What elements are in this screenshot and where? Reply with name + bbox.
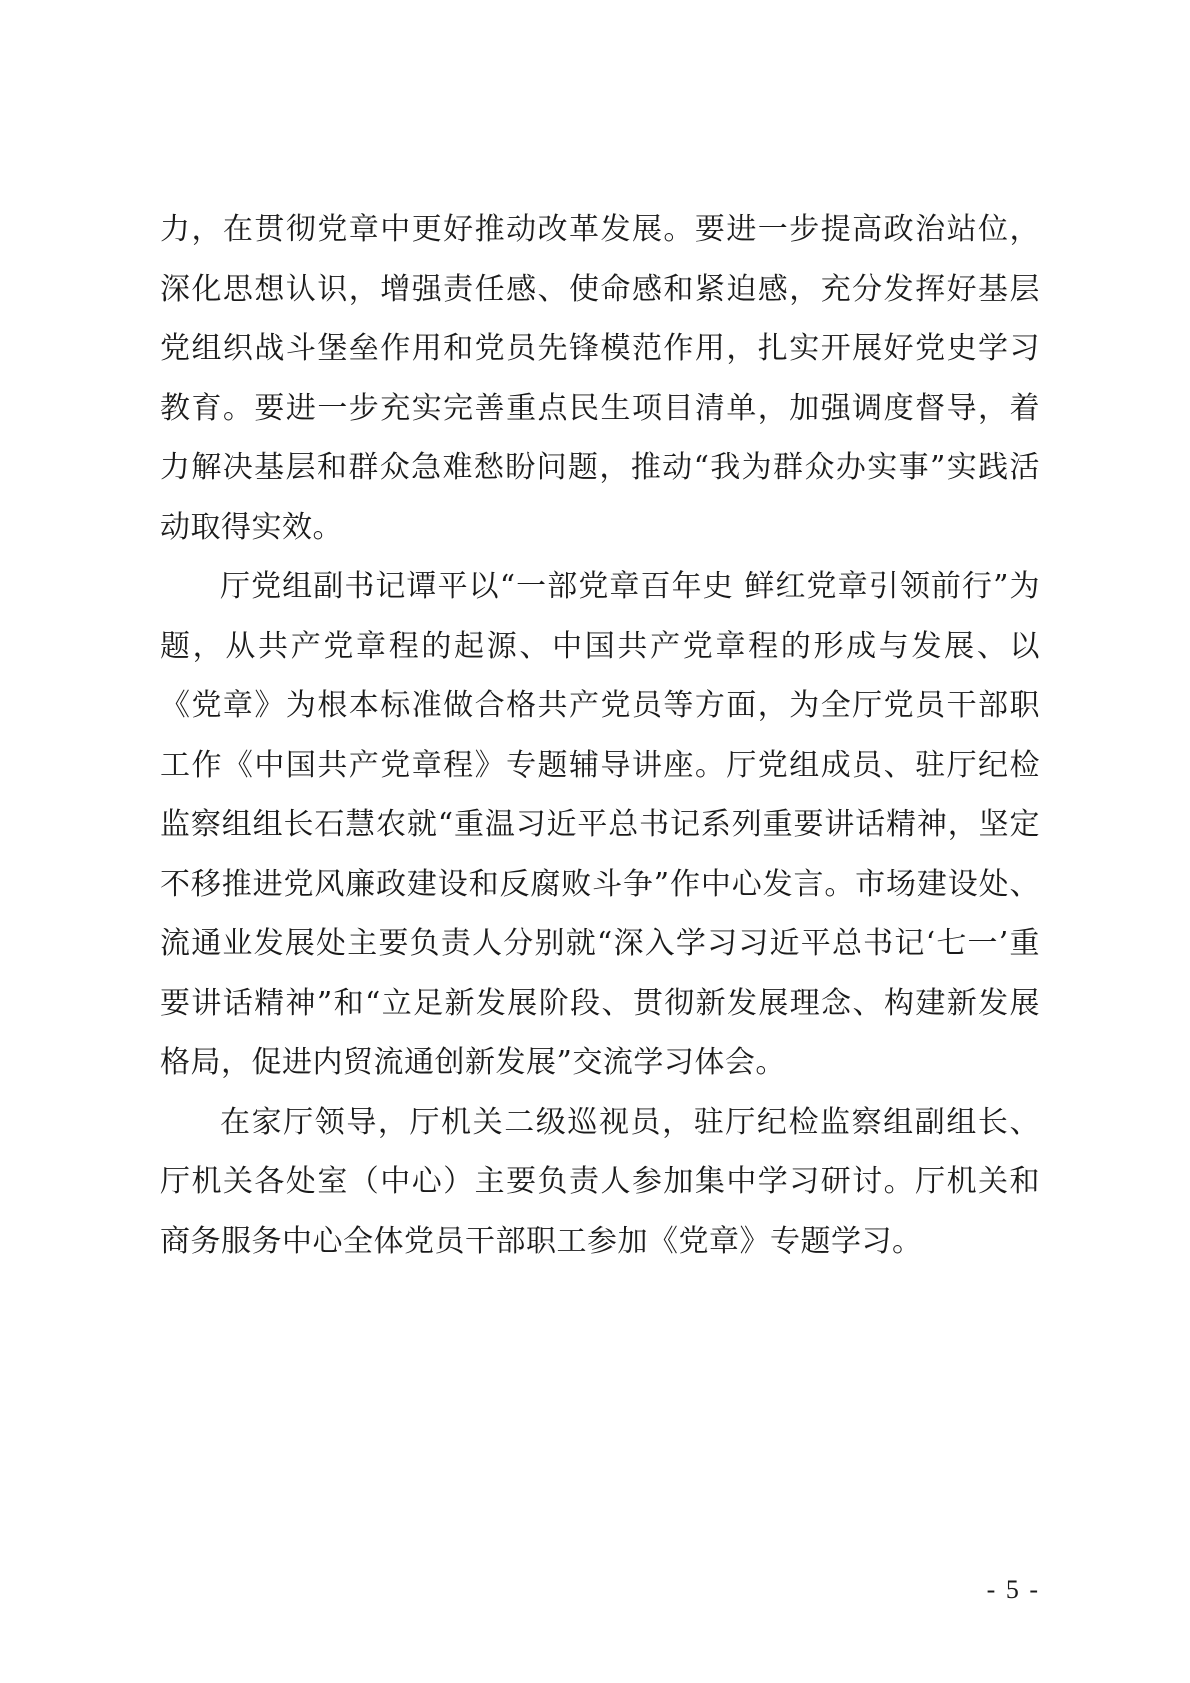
- body-text: [160, 200, 1040, 1271]
- page-number: - 5 -: [986, 1575, 1040, 1604]
- paragraph-attendees: 在家厅领导，厅机关二级巡视员，驻厅纪检监察组副组长、厅机关各处室（中心）主要负责人参加集中学习研讨。厅机关和商务服务中心全体党员干部职工参加《党章》专题学习。: [160, 1104, 1040, 1259]
- paragraph-continuation: 力，在贯彻党章中更好推动改革发展。要进一步提高政治站位，深化思想认识，增强责任感、使命感和紧迫感，充分发挥好基层党组织战斗堡垒作用和党员先锋模范作用，扎实开展好党史学习教育。要进一步充实完善重点民生项目清单，加强调度督导，着力解决基层和群众急难愁盼问题，推动“我为群众办实事”实践活动取得实效。: [160, 212, 1040, 545]
- paragraph-lecture: 厅党组副书记谭平以“一部党章百年史 鲜红党章引领前行”为题，从共产党章程的起源、中国共产党章程的形成与发展、以《党章》为根本标准做合格共产党员等方面，为全厅党员干部职工作《中国共产党章程》专题辅导讲座。厅党组成员、驻厅纪检监察组组长石慧农就“重温习近平总书记系列重要讲话精神，坚定不移推进党风廉政建设和反腐败斗争”作中心发言。市场建设处、流通业发展处主要负责人分别就“深入学习习近平总书记‘七一’重要讲话精神”和“立足新发展阶段、贯彻新发展理念、构建新发展格局，促进内贸流通创新发展”交流学习体会。: [160, 569, 1040, 1080]
